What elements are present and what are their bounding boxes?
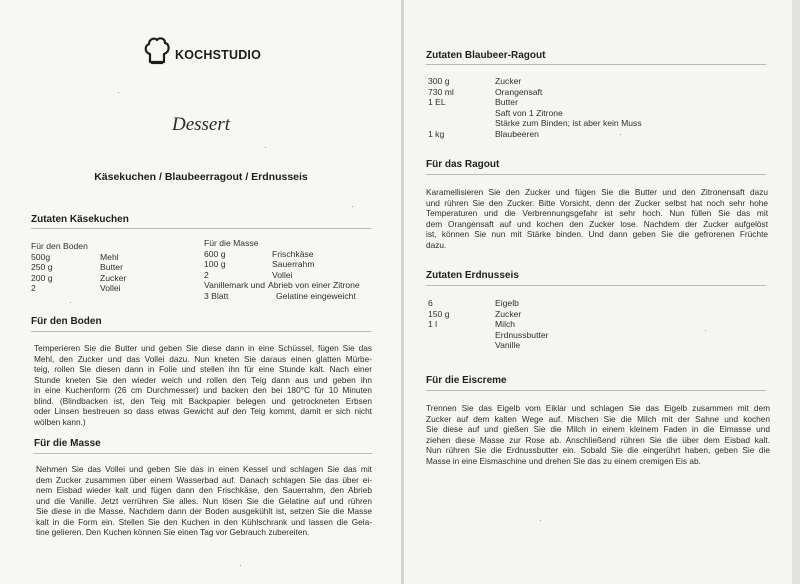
ingredient-row: 2 Vollei [204,269,293,280]
divider [31,228,371,229]
ingredient-row: 3 Blatt Gelatine eingeweicht [204,290,356,301]
ingredient-row: 1 kg Blaubeeren [428,128,539,139]
divider [426,390,766,391]
ingredients-erdnusseis [428,298,549,351]
ingredient-row: 200 g Zucker [31,272,127,283]
scan-speck [352,206,353,207]
brand-name: KOCHSTUDIO [175,48,262,62]
ingredient-row: Vanillemark und Abrieb von einer Zitrone [204,280,360,291]
divider [426,64,766,65]
group-label: Für den Boden [31,241,88,251]
ingredient-row: 1 l Milch [428,319,516,330]
ingredient-row: 300 g Zucker [428,76,522,86]
ingredient-row: Saft von 1 Zitrone [495,107,563,118]
divider [426,174,766,175]
heading-zutaten-blaubeer: Zutaten Blaubeer-Ragout [426,50,546,61]
scan-speck [540,520,541,521]
ingredients-boden [31,241,126,294]
ingredient-row: 500g Mehl [31,251,119,262]
scan-speck [705,330,706,331]
ingredients-masse [204,238,360,302]
ingredient-row: 150 g Zucker [428,308,522,319]
scan-speck [118,92,119,93]
ingredient-row: 600 g Frischkäse [204,248,314,259]
group-label: Für die Masse [204,238,259,248]
ingredient-row: 250 g Butter [31,262,123,273]
ingredient-row: Vanille [495,340,521,351]
heading-fuer-die-masse: Für die Masse [34,438,101,449]
right-page [404,0,800,584]
ingredient-row: 6 Eigelb [428,298,519,308]
scan-speck [620,134,621,135]
paragraph-eiscreme: Trennen Sie das Eigelb vom Eiklar und schlagen Sie das Eigelb zusammen mit dem Zucker auf dem kalten Wege auf. Mischen Sie die Milch mit der Sahne und kochen Sie diese auf und gießen Sie die Milch in einem kleinem Faden in die Eimasse und ziehen diese Masse zur Rose ab. Anschließend rühren Sie die über dem Eisbad kalt. Nun rühren Sie die Erdnussbutter ein. Sobald Sie die eingerührt haben, geben Sie die Masse in eine Eismaschine und drehen Sie das zu einem cremigen Eis ab. [426,403,770,466]
paragraph-boden: Temperieren Sie die Butter und geben Sie diese dann in eine Schüssel, fügen Sie das Mehl, den Zucker und das Vollei dazu. Nun kneten Sie daraus einen glatten Mürbe- teig, rollen Sie diesen dann in Folie und stellen ihn für eine Stunde kalt. Nach einer Stunde kneten Sie den wieder weich und rollen den Teig dann aus und geben ihn in eine Kuchenform (26 cm Durchmesser) und backen den bei 180°C für 10 Minuten blind. (Blindbacken ist, den Teig mit Backpapier belegen und getrockneten Erbsen oder Linsen bestreuen so dass etwas Gewicht auf den Teig kommt, damit er sich nicht wölben kann.) [34,343,372,427]
kochstudio-logo [143,34,261,68]
ingredient-row: 2 Vollei [31,283,121,294]
heading-fuer-das-ragout: Für das Ragout [426,159,500,170]
heading-fuer-die-eiscreme: Für die Eiscreme [426,375,507,386]
paragraph-ragout: Karamellisieren Sie den Zucker und fügen Sie die Butter und den Zitronensaft dazu und rühren Sie den Zucker. Bitte Vorsicht, denn der Zucker selbst hat noch sehr hohe Temperaturen und die Verbrennungsgefahr ist sehr hoch. Nun füllen Sie das mit dem Orangensaft auf und kochen den Zucker lose. Nachdem der Zucker aufgelöst ist, können Sie nun mit Stärke binden. Und dann geben Sie die gefrorenen Früchte dazu. [426,187,768,250]
ingredient-row: 1 EL Butter [428,97,518,108]
divider [34,453,372,454]
paragraph-masse: Nehmen Sie das Vollei und geben Sie das in einen Kessel und schlagen Sie das mit dem Zucker zusammen über einem Wasserbad auf. Danach schlagen Sie das über ei- nem Eisbad wieder kalt und fügen dann den Frischkäse, den Sauerrahm, den Abrieb und die Vanille. Jetzt verrühren Sie alles. Nun lösen Sie die Gelatine auf und rühren Sie diese in die Masse. Nachdem dann der Boden ausgekühlt ist, setzen Sie die Masse kalt in die Form ein. Stellen Sie den Kuchen in den Kühlschrank und lassen die Gela- tine gelieren. Den Kuchen können Sie einen Tag vor Gebrauch zubereiten. [36,464,372,538]
scan-speck [240,565,241,566]
ingredients-blaubeer [428,76,642,140]
page-edge [792,0,800,584]
scan-speck [265,147,266,148]
heading-fuer-den-boden: Für den Boden [31,316,102,327]
page-title: Dessert [171,114,231,135]
heading-zutaten-erdnusseis: Zutaten Erdnusseis [426,270,519,281]
ingredient-row: 730 ml Orangensaft [428,86,543,97]
ingredient-row: Erdnussbutter [495,329,549,340]
heading-zutaten-kaesekuchen: Zutaten Käsekuchen [31,214,129,225]
recipe-subtitle: Käsekuchen / Blaubeerragout / Erdnusseis [94,171,308,183]
ingredient-row: 100 g Sauerrahm [204,259,315,270]
divider [31,331,371,332]
divider [426,285,766,286]
chef-hat-icon [143,34,171,68]
scan-speck [70,302,71,303]
ingredient-row: Stärke zum Binden; ist aber kein Muss [495,118,642,129]
